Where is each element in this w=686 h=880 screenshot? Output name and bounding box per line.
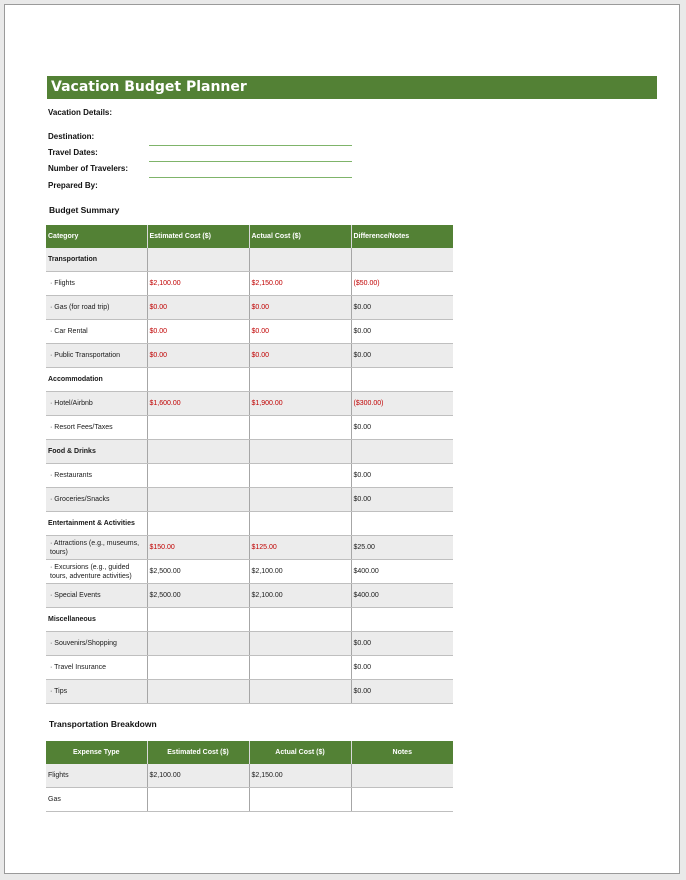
- item-row-flights: [46, 272, 453, 296]
- actual-cost-cell[interactable]: $0.00: [249, 296, 351, 320]
- actual-cost-cell[interactable]: [249, 512, 351, 536]
- column-header-estimated-cost: Estimated Cost ($): [147, 225, 249, 248]
- transport-row-gas: [46, 788, 453, 812]
- column-header-category: Category: [46, 225, 147, 248]
- difference-cell[interactable]: $0.00: [351, 344, 453, 368]
- column-header-estimated-cost: Estimated Cost ($): [147, 741, 249, 764]
- actual-cost-cell[interactable]: [249, 788, 351, 812]
- transportation-breakdown-heading: Transportation Breakdown: [49, 719, 157, 729]
- document-page: [4, 4, 680, 874]
- notes-cell[interactable]: [351, 764, 453, 788]
- actual-cost-cell[interactable]: $0.00: [249, 344, 351, 368]
- estimated-cost-cell[interactable]: [147, 368, 249, 392]
- destination-field[interactable]: [149, 145, 352, 146]
- actual-cost-cell[interactable]: $2,150.00: [249, 764, 351, 788]
- estimated-cost-cell[interactable]: $2,500.00: [147, 584, 249, 608]
- expense-type-cell[interactable]: Flights: [46, 764, 147, 788]
- prepared-by-label: Prepared By:: [48, 181, 98, 190]
- estimated-cost-cell[interactable]: $0.00: [147, 296, 249, 320]
- difference-cell[interactable]: [351, 512, 453, 536]
- category-cell[interactable]: Food & Drinks: [46, 440, 147, 464]
- estimated-cost-cell[interactable]: [147, 248, 249, 272]
- difference-cell[interactable]: $0.00: [351, 464, 453, 488]
- actual-cost-cell[interactable]: [249, 416, 351, 440]
- actual-cost-cell[interactable]: [249, 368, 351, 392]
- estimated-cost-cell[interactable]: [147, 680, 249, 704]
- estimated-cost-cell[interactable]: $2,500.00: [147, 560, 249, 584]
- estimated-cost-cell[interactable]: [147, 512, 249, 536]
- category-row-accommodation: [46, 368, 453, 392]
- difference-cell[interactable]: [351, 248, 453, 272]
- category-cell[interactable]: · Special Events: [46, 584, 147, 608]
- actual-cost-cell[interactable]: $1,900.00: [249, 392, 351, 416]
- actual-cost-cell[interactable]: [249, 488, 351, 512]
- difference-cell[interactable]: ($300.00): [351, 392, 453, 416]
- actual-cost-cell[interactable]: $0.00: [249, 320, 351, 344]
- difference-cell[interactable]: $400.00: [351, 584, 453, 608]
- actual-cost-cell[interactable]: $2,100.00: [249, 584, 351, 608]
- estimated-cost-cell[interactable]: [147, 608, 249, 632]
- notes-cell[interactable]: [351, 788, 453, 812]
- category-row-miscellaneous: [46, 608, 453, 632]
- estimated-cost-cell[interactable]: $150.00: [147, 536, 249, 560]
- expense-type-cell[interactable]: Gas: [46, 788, 147, 812]
- category-cell[interactable]: · Gas (for road trip): [46, 296, 147, 320]
- category-cell[interactable]: Entertainment & Activities: [46, 512, 147, 536]
- column-header-difference-notes: Difference/Notes: [351, 225, 453, 248]
- actual-cost-cell[interactable]: [249, 464, 351, 488]
- transportation-breakdown-table: [46, 741, 453, 812]
- estimated-cost-cell[interactable]: [147, 464, 249, 488]
- item-row-special-events: [46, 584, 453, 608]
- item-row-excursions-e-g-guided-tours-adventure-activities: [46, 560, 453, 584]
- difference-cell[interactable]: [351, 608, 453, 632]
- category-cell[interactable]: Miscellaneous: [46, 608, 147, 632]
- travel-dates-label: Travel Dates:: [48, 148, 98, 157]
- category-cell[interactable]: · Flights: [46, 272, 147, 296]
- estimated-cost-cell[interactable]: [147, 656, 249, 680]
- difference-cell[interactable]: $0.00: [351, 656, 453, 680]
- difference-cell[interactable]: $400.00: [351, 560, 453, 584]
- estimated-cost-cell[interactable]: $2,100.00: [147, 764, 249, 788]
- estimated-cost-cell[interactable]: [147, 788, 249, 812]
- item-row-gas-for-road-trip: [46, 296, 453, 320]
- difference-cell[interactable]: [351, 440, 453, 464]
- category-cell[interactable]: · Car Rental: [46, 320, 147, 344]
- category-cell[interactable]: · Tips: [46, 680, 147, 704]
- actual-cost-cell[interactable]: [249, 608, 351, 632]
- item-row-public-transportation: [46, 344, 453, 368]
- category-cell[interactable]: Transportation: [46, 248, 147, 272]
- estimated-cost-cell[interactable]: [147, 632, 249, 656]
- actual-cost-cell[interactable]: [249, 440, 351, 464]
- category-cell[interactable]: · Excursions (e.g., guided tours, adventure activities): [46, 560, 147, 584]
- item-row-resort-fees-taxes: [46, 416, 453, 440]
- item-row-souvenirs-shopping: [46, 632, 453, 656]
- estimated-cost-cell[interactable]: [147, 488, 249, 512]
- difference-cell[interactable]: $0.00: [351, 488, 453, 512]
- page-title: Vacation Budget Planner: [47, 76, 657, 99]
- item-row-groceries-snacks: [46, 488, 453, 512]
- column-header-actual-cost: Actual Cost ($): [249, 741, 351, 764]
- estimated-cost-cell[interactable]: $2,100.00: [147, 272, 249, 296]
- difference-cell[interactable]: $0.00: [351, 320, 453, 344]
- actual-cost-cell[interactable]: $125.00: [249, 536, 351, 560]
- difference-cell[interactable]: [351, 368, 453, 392]
- column-header-expense-type: Expense Type: [46, 741, 147, 764]
- actual-cost-cell[interactable]: $2,100.00: [249, 560, 351, 584]
- column-header-actual-cost: Actual Cost ($): [249, 225, 351, 248]
- item-row-car-rental: [46, 320, 453, 344]
- actual-cost-cell[interactable]: [249, 680, 351, 704]
- actual-cost-cell[interactable]: [249, 248, 351, 272]
- transport-row-flights: [46, 764, 453, 788]
- item-row-attractions-e-g-museums-tours: [46, 536, 453, 560]
- category-cell[interactable]: Accommodation: [46, 368, 147, 392]
- item-row-hotel-airbnb: [46, 392, 453, 416]
- estimated-cost-cell[interactable]: $1,600.00: [147, 392, 249, 416]
- budget-summary-heading: Budget Summary: [49, 205, 120, 215]
- transport-header-row: [46, 741, 453, 764]
- actual-cost-cell[interactable]: [249, 656, 351, 680]
- actual-cost-cell[interactable]: [249, 632, 351, 656]
- estimated-cost-cell[interactable]: $0.00: [147, 344, 249, 368]
- difference-cell[interactable]: $0.00: [351, 416, 453, 440]
- difference-cell[interactable]: ($50.00): [351, 272, 453, 296]
- column-header-notes: Notes: [351, 741, 453, 764]
- budget-header-row: [46, 225, 453, 248]
- vacation-details-heading: Vacation Details:: [48, 108, 113, 117]
- category-row-transportation: [46, 248, 453, 272]
- item-row-restaurants: [46, 464, 453, 488]
- number-of-travelers-label: Number of Travelers:: [48, 164, 129, 173]
- category-cell[interactable]: · Public Transportation: [46, 344, 147, 368]
- category-row-food-drinks: [46, 440, 453, 464]
- difference-cell[interactable]: $25.00: [351, 536, 453, 560]
- actual-cost-cell[interactable]: $2,150.00: [249, 272, 351, 296]
- category-cell[interactable]: · Groceries/Snacks: [46, 488, 147, 512]
- category-row-entertainment-activities: [46, 512, 453, 536]
- destination-label: Destination:: [48, 132, 95, 141]
- budget-summary-table: [46, 225, 453, 704]
- category-cell[interactable]: · Hotel/Airbnb: [46, 392, 147, 416]
- estimated-cost-cell[interactable]: $0.00: [147, 320, 249, 344]
- difference-cell[interactable]: $0.00: [351, 296, 453, 320]
- category-cell[interactable]: · Attractions (e.g., museums, tours): [46, 536, 147, 560]
- estimated-cost-cell[interactable]: [147, 440, 249, 464]
- estimated-cost-cell[interactable]: [147, 416, 249, 440]
- travel-dates-field[interactable]: [149, 161, 352, 162]
- item-row-travel-insurance: [46, 656, 453, 680]
- number-of-travelers-field[interactable]: [149, 177, 352, 178]
- difference-cell[interactable]: $0.00: [351, 680, 453, 704]
- category-cell[interactable]: · Travel Insurance: [46, 656, 147, 680]
- category-cell[interactable]: · Souvenirs/Shopping: [46, 632, 147, 656]
- difference-cell[interactable]: $0.00: [351, 632, 453, 656]
- item-row-tips: [46, 680, 453, 704]
- category-cell[interactable]: · Restaurants: [46, 464, 147, 488]
- category-cell[interactable]: · Resort Fees/Taxes: [46, 416, 147, 440]
